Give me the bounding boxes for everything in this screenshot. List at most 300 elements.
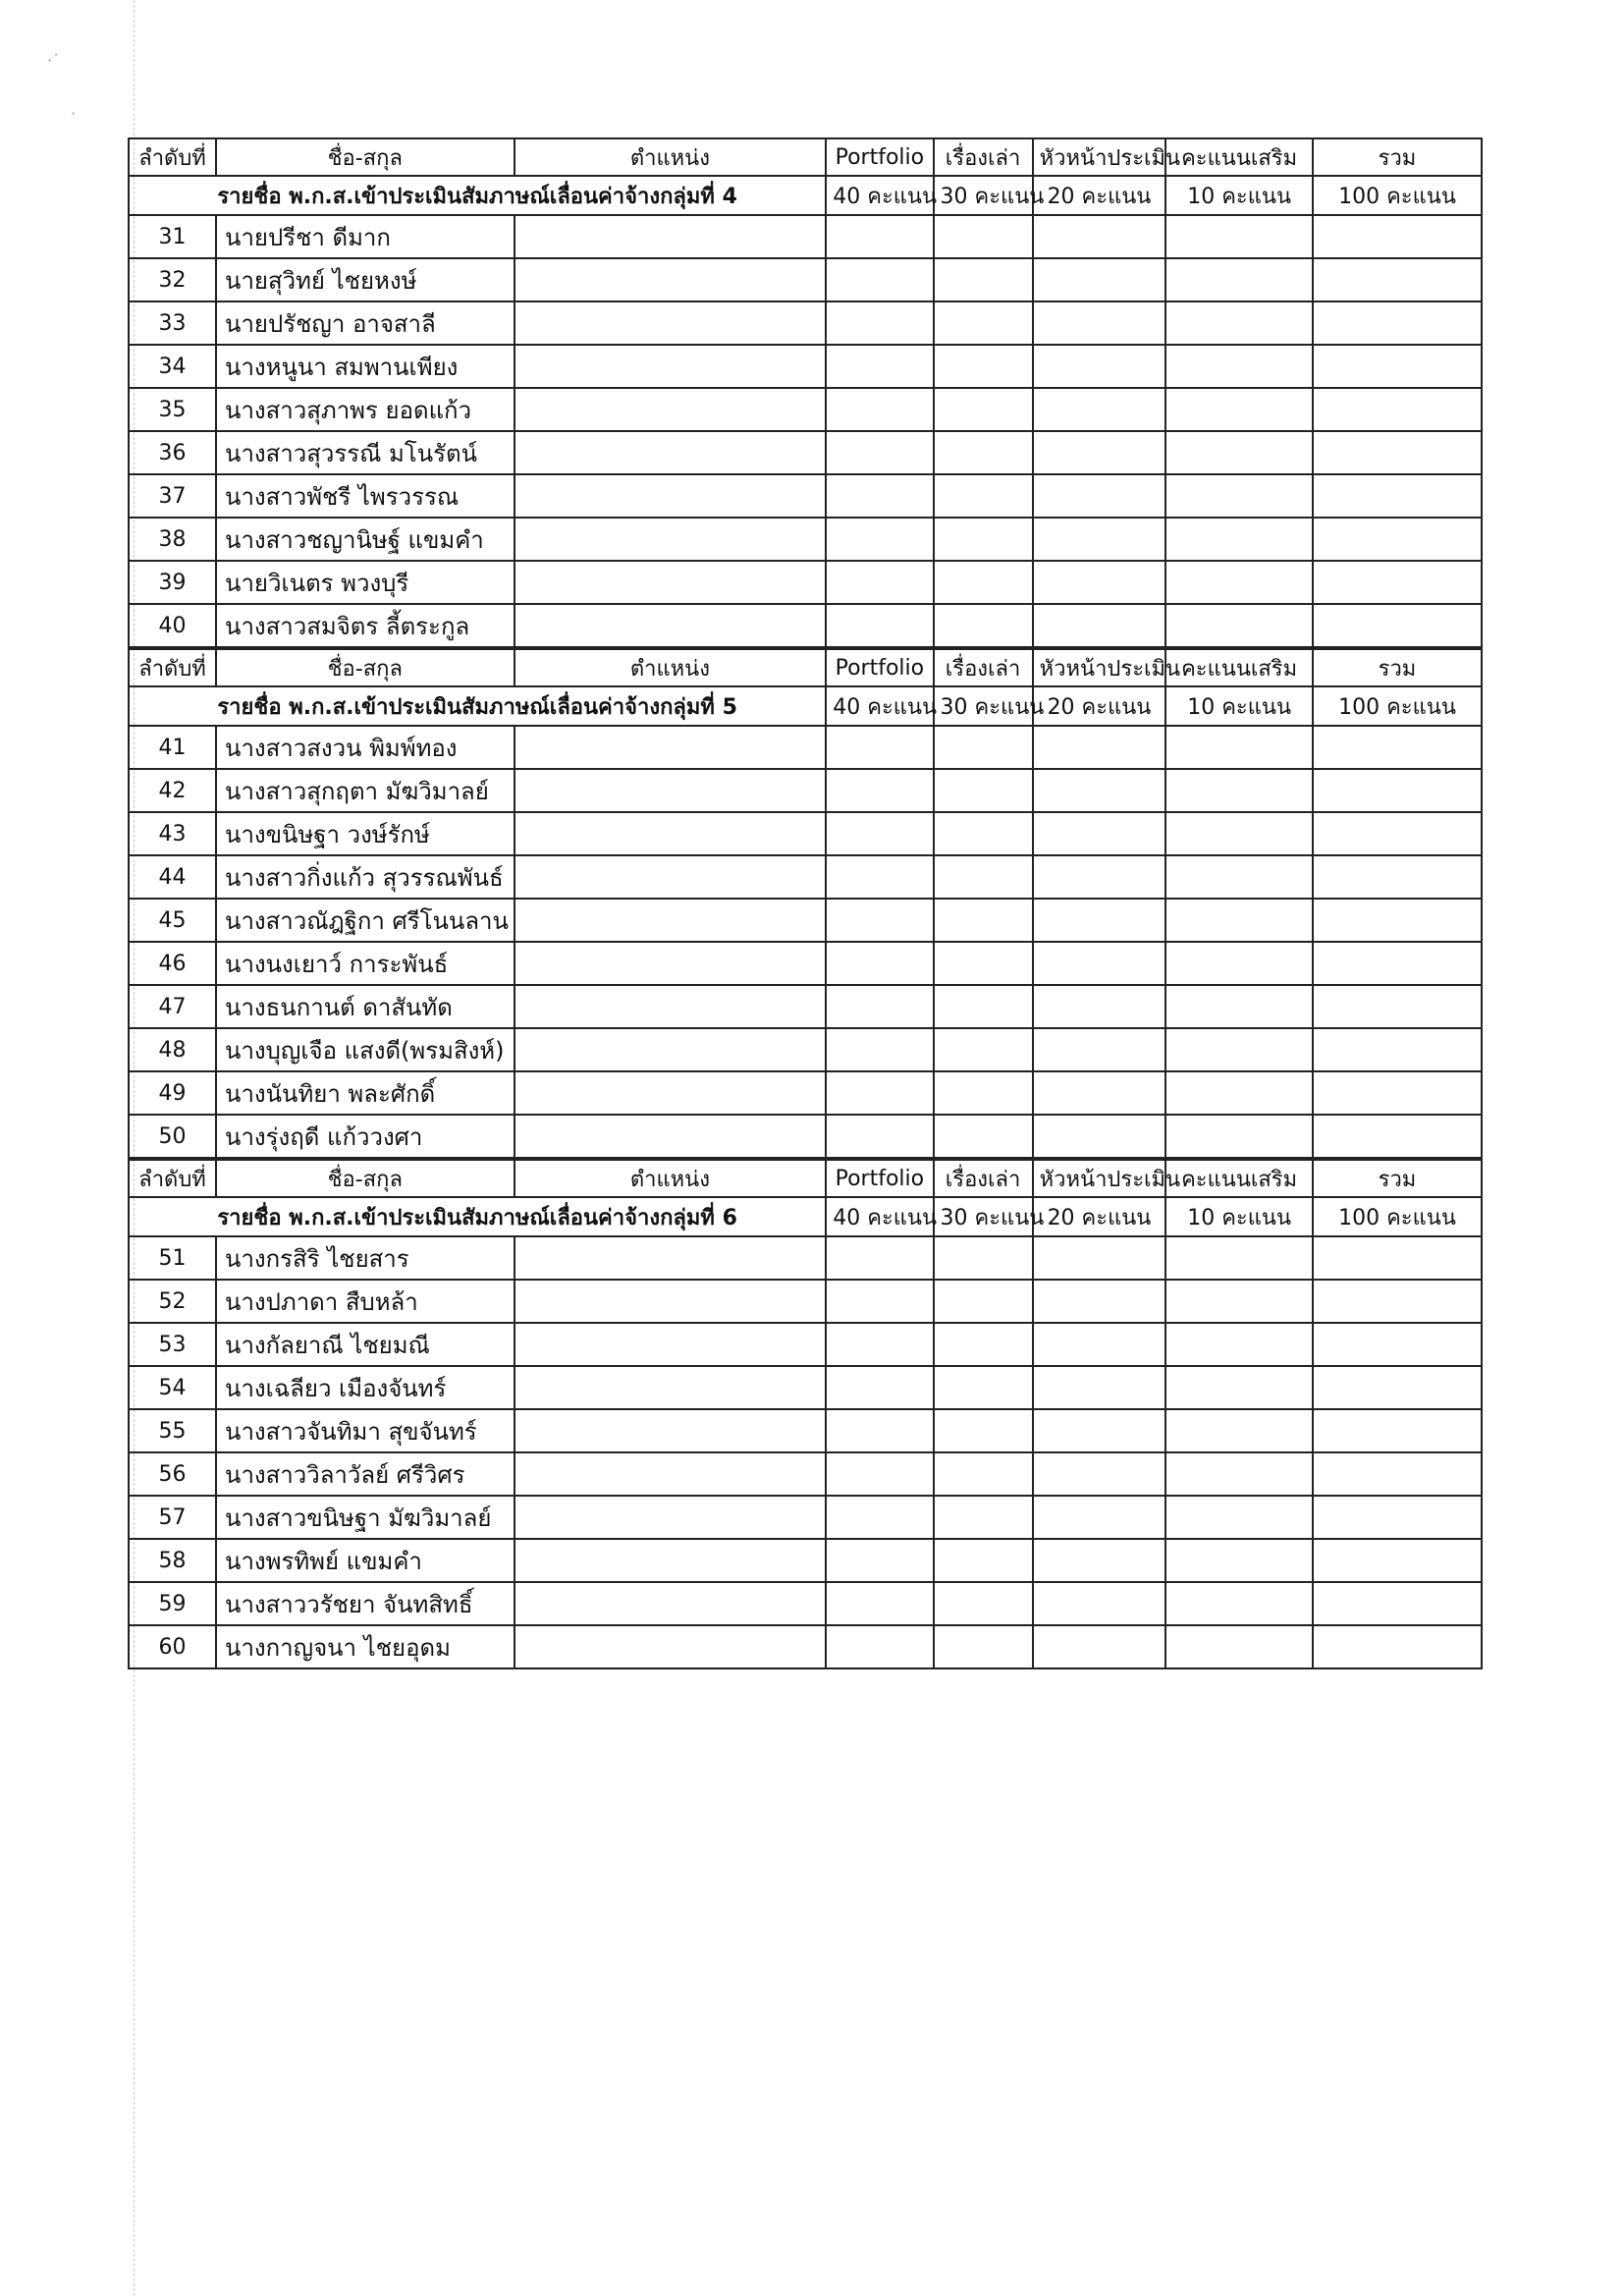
table-row — [129, 1323, 1482, 1366]
row-position-cell — [514, 1409, 827, 1452]
row-total-cell — [1313, 561, 1482, 604]
points-portfolio: 40 คะแนน — [826, 686, 933, 726]
table-row — [129, 474, 1482, 518]
row-name: นางสาวชญานิษฐ์ แขมคำ — [216, 518, 514, 561]
row-portfolio-cell — [826, 726, 933, 769]
row-portfolio-cell — [826, 1280, 933, 1323]
header-story: เรื่องเล่า — [934, 649, 1033, 686]
row-number: 58 — [129, 1539, 216, 1582]
row-supervisor-cell — [1033, 1539, 1166, 1582]
row-story-cell — [934, 1115, 1033, 1158]
row-total-cell — [1313, 899, 1482, 942]
row-portfolio-cell — [826, 431, 933, 474]
row-total-cell — [1313, 942, 1482, 985]
row-number: 37 — [129, 474, 216, 518]
row-supervisor-cell — [1033, 1236, 1166, 1280]
row-story-cell — [934, 1582, 1033, 1625]
row-position-cell — [514, 1366, 827, 1409]
table-row — [129, 604, 1482, 647]
row-position-cell — [514, 388, 827, 431]
table-row — [129, 388, 1482, 431]
row-position-cell — [514, 1236, 827, 1280]
row-bonus-cell — [1165, 215, 1313, 258]
row-total-cell — [1313, 431, 1482, 474]
row-position-cell — [514, 431, 827, 474]
row-number: 39 — [129, 561, 216, 604]
row-story-cell — [934, 1028, 1033, 1071]
row-name: นางสาวขนิษฐา มัฆวิมาลย์ — [216, 1496, 514, 1539]
row-name: นางธนกานต์ ดาสันทัด — [216, 985, 514, 1028]
table-row — [129, 726, 1482, 769]
points-story: 30 คะแนน — [934, 686, 1033, 726]
table-row — [129, 1582, 1482, 1625]
header-row — [129, 138, 1482, 176]
table-row — [129, 899, 1482, 942]
row-bonus-cell — [1165, 1323, 1313, 1366]
row-portfolio-cell — [826, 985, 933, 1028]
row-bonus-cell — [1165, 1115, 1313, 1158]
row-total-cell — [1313, 1582, 1482, 1625]
row-position-cell — [514, 1539, 827, 1582]
row-position-cell — [514, 258, 827, 301]
row-total-cell — [1313, 726, 1482, 769]
row-total-cell — [1313, 258, 1482, 301]
row-portfolio-cell — [826, 812, 933, 855]
row-supervisor-cell — [1033, 1323, 1166, 1366]
header-story: เรื่องเล่า — [934, 1160, 1033, 1197]
table-row — [129, 258, 1482, 301]
row-total-cell — [1313, 1496, 1482, 1539]
group-title: รายชื่อ พ.ก.ส.เข้าประเมินสัมภาษณ์เลื่อนค่าจ้างกลุ่มที่ 5 — [129, 686, 826, 726]
row-portfolio-cell — [826, 1115, 933, 1158]
row-total-cell — [1313, 1625, 1482, 1668]
row-position-cell — [514, 1071, 827, 1115]
row-position-cell — [514, 604, 827, 647]
row-bonus-cell — [1165, 855, 1313, 899]
row-story-cell — [934, 985, 1033, 1028]
row-portfolio-cell — [826, 474, 933, 518]
points-supervisor: 20 คะแนน — [1033, 1197, 1166, 1236]
row-supervisor-cell — [1033, 561, 1166, 604]
evaluation-sheet — [128, 137, 1483, 1669]
row-supervisor-cell — [1033, 258, 1166, 301]
row-supervisor-cell — [1033, 518, 1166, 561]
row-position-cell — [514, 561, 827, 604]
row-portfolio-cell — [826, 1409, 933, 1452]
row-story-cell — [934, 1280, 1033, 1323]
row-name: นางเฉลียว เมืองจันทร์ — [216, 1366, 514, 1409]
row-number: 32 — [129, 258, 216, 301]
table-row — [129, 1539, 1482, 1582]
header-position: ตำแหน่ง — [514, 649, 827, 686]
table-row — [129, 1236, 1482, 1280]
row-story-cell — [934, 604, 1033, 647]
row-portfolio-cell — [826, 1539, 933, 1582]
row-position-cell — [514, 215, 827, 258]
row-number: 47 — [129, 985, 216, 1028]
points-portfolio: 40 คะแนน — [826, 176, 933, 215]
row-total-cell — [1313, 301, 1482, 345]
row-position-cell — [514, 1028, 827, 1071]
table-row — [129, 1280, 1482, 1323]
group-table — [128, 648, 1483, 1159]
table-row — [129, 431, 1482, 474]
row-portfolio-cell — [826, 604, 933, 647]
header-supervisor: หัวหน้าประเมิน — [1033, 649, 1166, 686]
row-number: 46 — [129, 942, 216, 985]
row-number: 31 — [129, 215, 216, 258]
row-portfolio-cell — [826, 1236, 933, 1280]
row-name: นางขนิษฐา วงษ์รักษ์ — [216, 812, 514, 855]
row-bonus-cell — [1165, 345, 1313, 388]
row-bonus-cell — [1165, 726, 1313, 769]
group-table — [128, 1159, 1483, 1669]
header-bonus: คะแนนเสริม — [1165, 649, 1313, 686]
row-name: นางกรสิริ ไชยสาร — [216, 1236, 514, 1280]
row-name: นายวิเนตร พวงบุรี — [216, 561, 514, 604]
row-position-cell — [514, 1496, 827, 1539]
row-position-cell — [514, 899, 827, 942]
header-name: ชื่อ-สกุล — [216, 649, 514, 686]
row-name: นางสาวณัฎฐิกา ศรีโนนลาน — [216, 899, 514, 942]
row-position-cell — [514, 518, 827, 561]
row-bonus-cell — [1165, 388, 1313, 431]
row-story-cell — [934, 769, 1033, 812]
row-name: นางสาวจันทิมา สุขจันทร์ — [216, 1409, 514, 1452]
row-story-cell — [934, 215, 1033, 258]
row-supervisor-cell — [1033, 812, 1166, 855]
row-name: นางสาวสุกฤตา มัฆวิมาลย์ — [216, 769, 514, 812]
row-name: นางสาววิลาวัลย์ ศรีวิศร — [216, 1452, 514, 1496]
row-total-cell — [1313, 1409, 1482, 1452]
table-row — [129, 1625, 1482, 1668]
table-row — [129, 769, 1482, 812]
group-title: รายชื่อ พ.ก.ส.เข้าประเมินสัมภาษณ์เลื่อนค่าจ้างกลุ่มที่ 4 — [129, 176, 826, 215]
row-name: นางสาวสุภาพร ยอดแก้ว — [216, 388, 514, 431]
row-total-cell — [1313, 474, 1482, 518]
row-position-cell — [514, 1452, 827, 1496]
row-number: 60 — [129, 1625, 216, 1668]
row-story-cell — [934, 388, 1033, 431]
row-total-cell — [1313, 1028, 1482, 1071]
group-title-row — [129, 1197, 1482, 1236]
row-total-cell — [1313, 1071, 1482, 1115]
row-supervisor-cell — [1033, 215, 1166, 258]
row-supervisor-cell — [1033, 985, 1166, 1028]
row-bonus-cell — [1165, 1539, 1313, 1582]
row-supervisor-cell — [1033, 769, 1166, 812]
table-row — [129, 1496, 1482, 1539]
group-title-row — [129, 686, 1482, 726]
row-name: นายปรัชญา อาจสาลี — [216, 301, 514, 345]
row-total-cell — [1313, 518, 1482, 561]
row-supervisor-cell — [1033, 1366, 1166, 1409]
row-supervisor-cell — [1033, 1115, 1166, 1158]
row-position-cell — [514, 1280, 827, 1323]
row-story-cell — [934, 812, 1033, 855]
table-row — [129, 301, 1482, 345]
table-row — [129, 855, 1482, 899]
row-name: นางนงเยาว์ การะพันธ์ — [216, 942, 514, 985]
row-position-cell — [514, 1582, 827, 1625]
header-row — [129, 649, 1482, 686]
row-total-cell — [1313, 1452, 1482, 1496]
header-bonus: คะแนนเสริม — [1165, 138, 1313, 176]
row-supervisor-cell — [1033, 431, 1166, 474]
group-table — [128, 137, 1483, 648]
row-bonus-cell — [1165, 769, 1313, 812]
row-portfolio-cell — [826, 1452, 933, 1496]
scan-speck: · — [71, 104, 77, 123]
points-total: 100 คะแนน — [1313, 686, 1482, 726]
table-row — [129, 1452, 1482, 1496]
row-portfolio-cell — [826, 345, 933, 388]
row-story-cell — [934, 345, 1033, 388]
row-number: 41 — [129, 726, 216, 769]
row-number: 55 — [129, 1409, 216, 1452]
row-number: 54 — [129, 1366, 216, 1409]
table-row — [129, 812, 1482, 855]
row-story-cell — [934, 1539, 1033, 1582]
row-supervisor-cell — [1033, 899, 1166, 942]
row-name: นายสุวิทย์ ไชยหงษ์ — [216, 258, 514, 301]
row-position-cell — [514, 345, 827, 388]
row-bonus-cell — [1165, 1496, 1313, 1539]
row-bonus-cell — [1165, 518, 1313, 561]
row-supervisor-cell — [1033, 1409, 1166, 1452]
row-number: 33 — [129, 301, 216, 345]
points-story: 30 คะแนน — [934, 176, 1033, 215]
row-supervisor-cell — [1033, 726, 1166, 769]
header-portfolio: Portfolio — [826, 649, 933, 686]
row-total-cell — [1313, 388, 1482, 431]
row-total-cell — [1313, 1236, 1482, 1280]
row-number: 56 — [129, 1452, 216, 1496]
row-number: 34 — [129, 345, 216, 388]
row-portfolio-cell — [826, 1582, 933, 1625]
header-position: ตำแหน่ง — [514, 138, 827, 176]
header-name: ชื่อ-สกุล — [216, 1160, 514, 1197]
row-name: นางปภาดา สืบหล้า — [216, 1280, 514, 1323]
row-bonus-cell — [1165, 899, 1313, 942]
row-position-cell — [514, 1115, 827, 1158]
row-position-cell — [514, 301, 827, 345]
row-position-cell — [514, 1323, 827, 1366]
row-number: 36 — [129, 431, 216, 474]
row-number: 43 — [129, 812, 216, 855]
row-bonus-cell — [1165, 1071, 1313, 1115]
row-story-cell — [934, 899, 1033, 942]
header-total: รวม — [1313, 138, 1482, 176]
header-name: ชื่อ-สกุล — [216, 138, 514, 176]
table-row — [129, 561, 1482, 604]
table-row — [129, 942, 1482, 985]
row-position-cell — [514, 985, 827, 1028]
row-name: นายปรีชา ดีมาก — [216, 215, 514, 258]
row-portfolio-cell — [826, 855, 933, 899]
row-name: นางกาญจนา ไชยอุดม — [216, 1625, 514, 1668]
row-story-cell — [934, 258, 1033, 301]
row-number: 35 — [129, 388, 216, 431]
row-portfolio-cell — [826, 215, 933, 258]
row-story-cell — [934, 1236, 1033, 1280]
row-name: นางสาวพัชรี ไพรวรรณ — [216, 474, 514, 518]
row-total-cell — [1313, 1280, 1482, 1323]
row-bonus-cell — [1165, 942, 1313, 985]
row-name: นางหนูนา สมพานเพียง — [216, 345, 514, 388]
row-portfolio-cell — [826, 301, 933, 345]
row-story-cell — [934, 726, 1033, 769]
row-name: นางสาววรัชยา จันทสิทธิ์ — [216, 1582, 514, 1625]
row-bonus-cell — [1165, 301, 1313, 345]
row-story-cell — [934, 561, 1033, 604]
row-number: 38 — [129, 518, 216, 561]
row-bonus-cell — [1165, 1028, 1313, 1071]
row-total-cell — [1313, 1539, 1482, 1582]
points-bonus: 10 คะแนน — [1165, 686, 1313, 726]
row-story-cell — [934, 474, 1033, 518]
row-bonus-cell — [1165, 1280, 1313, 1323]
header-portfolio: Portfolio — [826, 138, 933, 176]
row-bonus-cell — [1165, 1409, 1313, 1452]
row-portfolio-cell — [826, 518, 933, 561]
row-bonus-cell — [1165, 431, 1313, 474]
row-supervisor-cell — [1033, 1028, 1166, 1071]
row-position-cell — [514, 474, 827, 518]
row-supervisor-cell — [1033, 1452, 1166, 1496]
row-number: 53 — [129, 1323, 216, 1366]
row-story-cell — [934, 301, 1033, 345]
row-name: นางสาวกิ่งแก้ว สุวรรณพันธ์ — [216, 855, 514, 899]
points-supervisor: 20 คะแนน — [1033, 176, 1166, 215]
row-bonus-cell — [1165, 1236, 1313, 1280]
table-row — [129, 1115, 1482, 1158]
row-total-cell — [1313, 812, 1482, 855]
row-supervisor-cell — [1033, 855, 1166, 899]
header-no: ลำดับที่ — [129, 649, 216, 686]
row-position-cell — [514, 1625, 827, 1668]
row-name: นางรุ่งฤดี แก้ววงศา — [216, 1115, 514, 1158]
header-no: ลำดับที่ — [129, 138, 216, 176]
row-total-cell — [1313, 1323, 1482, 1366]
row-portfolio-cell — [826, 1028, 933, 1071]
row-story-cell — [934, 1625, 1033, 1668]
header-position: ตำแหน่ง — [514, 1160, 827, 1197]
row-position-cell — [514, 855, 827, 899]
row-supervisor-cell — [1033, 604, 1166, 647]
header-supervisor: หัวหน้าประเมิน — [1033, 1160, 1166, 1197]
header-row — [129, 1160, 1482, 1197]
group-title: รายชื่อ พ.ก.ส.เข้าประเมินสัมภาษณ์เลื่อนค่าจ้างกลุ่มที่ 6 — [129, 1197, 826, 1236]
row-supervisor-cell — [1033, 474, 1166, 518]
row-supervisor-cell — [1033, 1625, 1166, 1668]
table-row — [129, 1366, 1482, 1409]
row-total-cell — [1313, 604, 1482, 647]
table-row — [129, 1071, 1482, 1115]
row-number: 42 — [129, 769, 216, 812]
row-supervisor-cell — [1033, 1582, 1166, 1625]
table-row — [129, 345, 1482, 388]
row-supervisor-cell — [1033, 1280, 1166, 1323]
row-total-cell — [1313, 345, 1482, 388]
row-portfolio-cell — [826, 1071, 933, 1115]
header-supervisor: หัวหน้าประเมิน — [1033, 138, 1166, 176]
row-position-cell — [514, 812, 827, 855]
row-supervisor-cell — [1033, 942, 1166, 985]
points-bonus: 10 คะแนน — [1165, 1197, 1313, 1236]
row-number: 59 — [129, 1582, 216, 1625]
header-bonus: คะแนนเสริม — [1165, 1160, 1313, 1197]
row-story-cell — [934, 1452, 1033, 1496]
row-number: 45 — [129, 899, 216, 942]
row-bonus-cell — [1165, 1452, 1313, 1496]
row-name: นางสาวสุวรรณี มโนรัตน์ — [216, 431, 514, 474]
row-story-cell — [934, 1071, 1033, 1115]
row-name: นางบุญเจือ แสงดี(พรมสิงห์) — [216, 1028, 514, 1071]
row-story-cell — [934, 431, 1033, 474]
table-row — [129, 518, 1482, 561]
table-row — [129, 215, 1482, 258]
row-number: 48 — [129, 1028, 216, 1071]
row-bonus-cell — [1165, 474, 1313, 518]
row-number: 49 — [129, 1071, 216, 1115]
points-bonus: 10 คะแนน — [1165, 176, 1313, 215]
row-portfolio-cell — [826, 388, 933, 431]
table-row — [129, 985, 1482, 1028]
row-story-cell — [934, 1366, 1033, 1409]
row-story-cell — [934, 1409, 1033, 1452]
row-number: 52 — [129, 1280, 216, 1323]
row-total-cell — [1313, 769, 1482, 812]
row-name: นางสาวสมจิตร ลี้ตระกูล — [216, 604, 514, 647]
points-story: 30 คะแนน — [934, 1197, 1033, 1236]
row-total-cell — [1313, 1366, 1482, 1409]
row-portfolio-cell — [826, 1625, 933, 1668]
row-bonus-cell — [1165, 812, 1313, 855]
row-number: 44 — [129, 855, 216, 899]
row-total-cell — [1313, 855, 1482, 899]
row-supervisor-cell — [1033, 388, 1166, 431]
row-portfolio-cell — [826, 561, 933, 604]
row-portfolio-cell — [826, 769, 933, 812]
row-story-cell — [934, 518, 1033, 561]
header-total: รวม — [1313, 1160, 1482, 1197]
row-portfolio-cell — [826, 258, 933, 301]
row-bonus-cell — [1165, 985, 1313, 1028]
row-supervisor-cell — [1033, 345, 1166, 388]
row-bonus-cell — [1165, 1366, 1313, 1409]
points-total: 100 คะแนน — [1313, 1197, 1482, 1236]
scan-speck: ·˙ — [47, 51, 61, 70]
header-portfolio: Portfolio — [826, 1160, 933, 1197]
row-name: นางกัลยาณี ไชยมณี — [216, 1323, 514, 1366]
row-position-cell — [514, 942, 827, 985]
row-portfolio-cell — [826, 1366, 933, 1409]
row-name: นางพรทิพย์ แขมคำ — [216, 1539, 514, 1582]
row-number: 40 — [129, 604, 216, 647]
row-total-cell — [1313, 985, 1482, 1028]
row-bonus-cell — [1165, 604, 1313, 647]
row-number: 57 — [129, 1496, 216, 1539]
row-story-cell — [934, 1323, 1033, 1366]
row-position-cell — [514, 726, 827, 769]
row-bonus-cell — [1165, 258, 1313, 301]
row-supervisor-cell — [1033, 1071, 1166, 1115]
group-title-row — [129, 176, 1482, 215]
row-total-cell — [1313, 215, 1482, 258]
row-portfolio-cell — [826, 899, 933, 942]
row-portfolio-cell — [826, 942, 933, 985]
